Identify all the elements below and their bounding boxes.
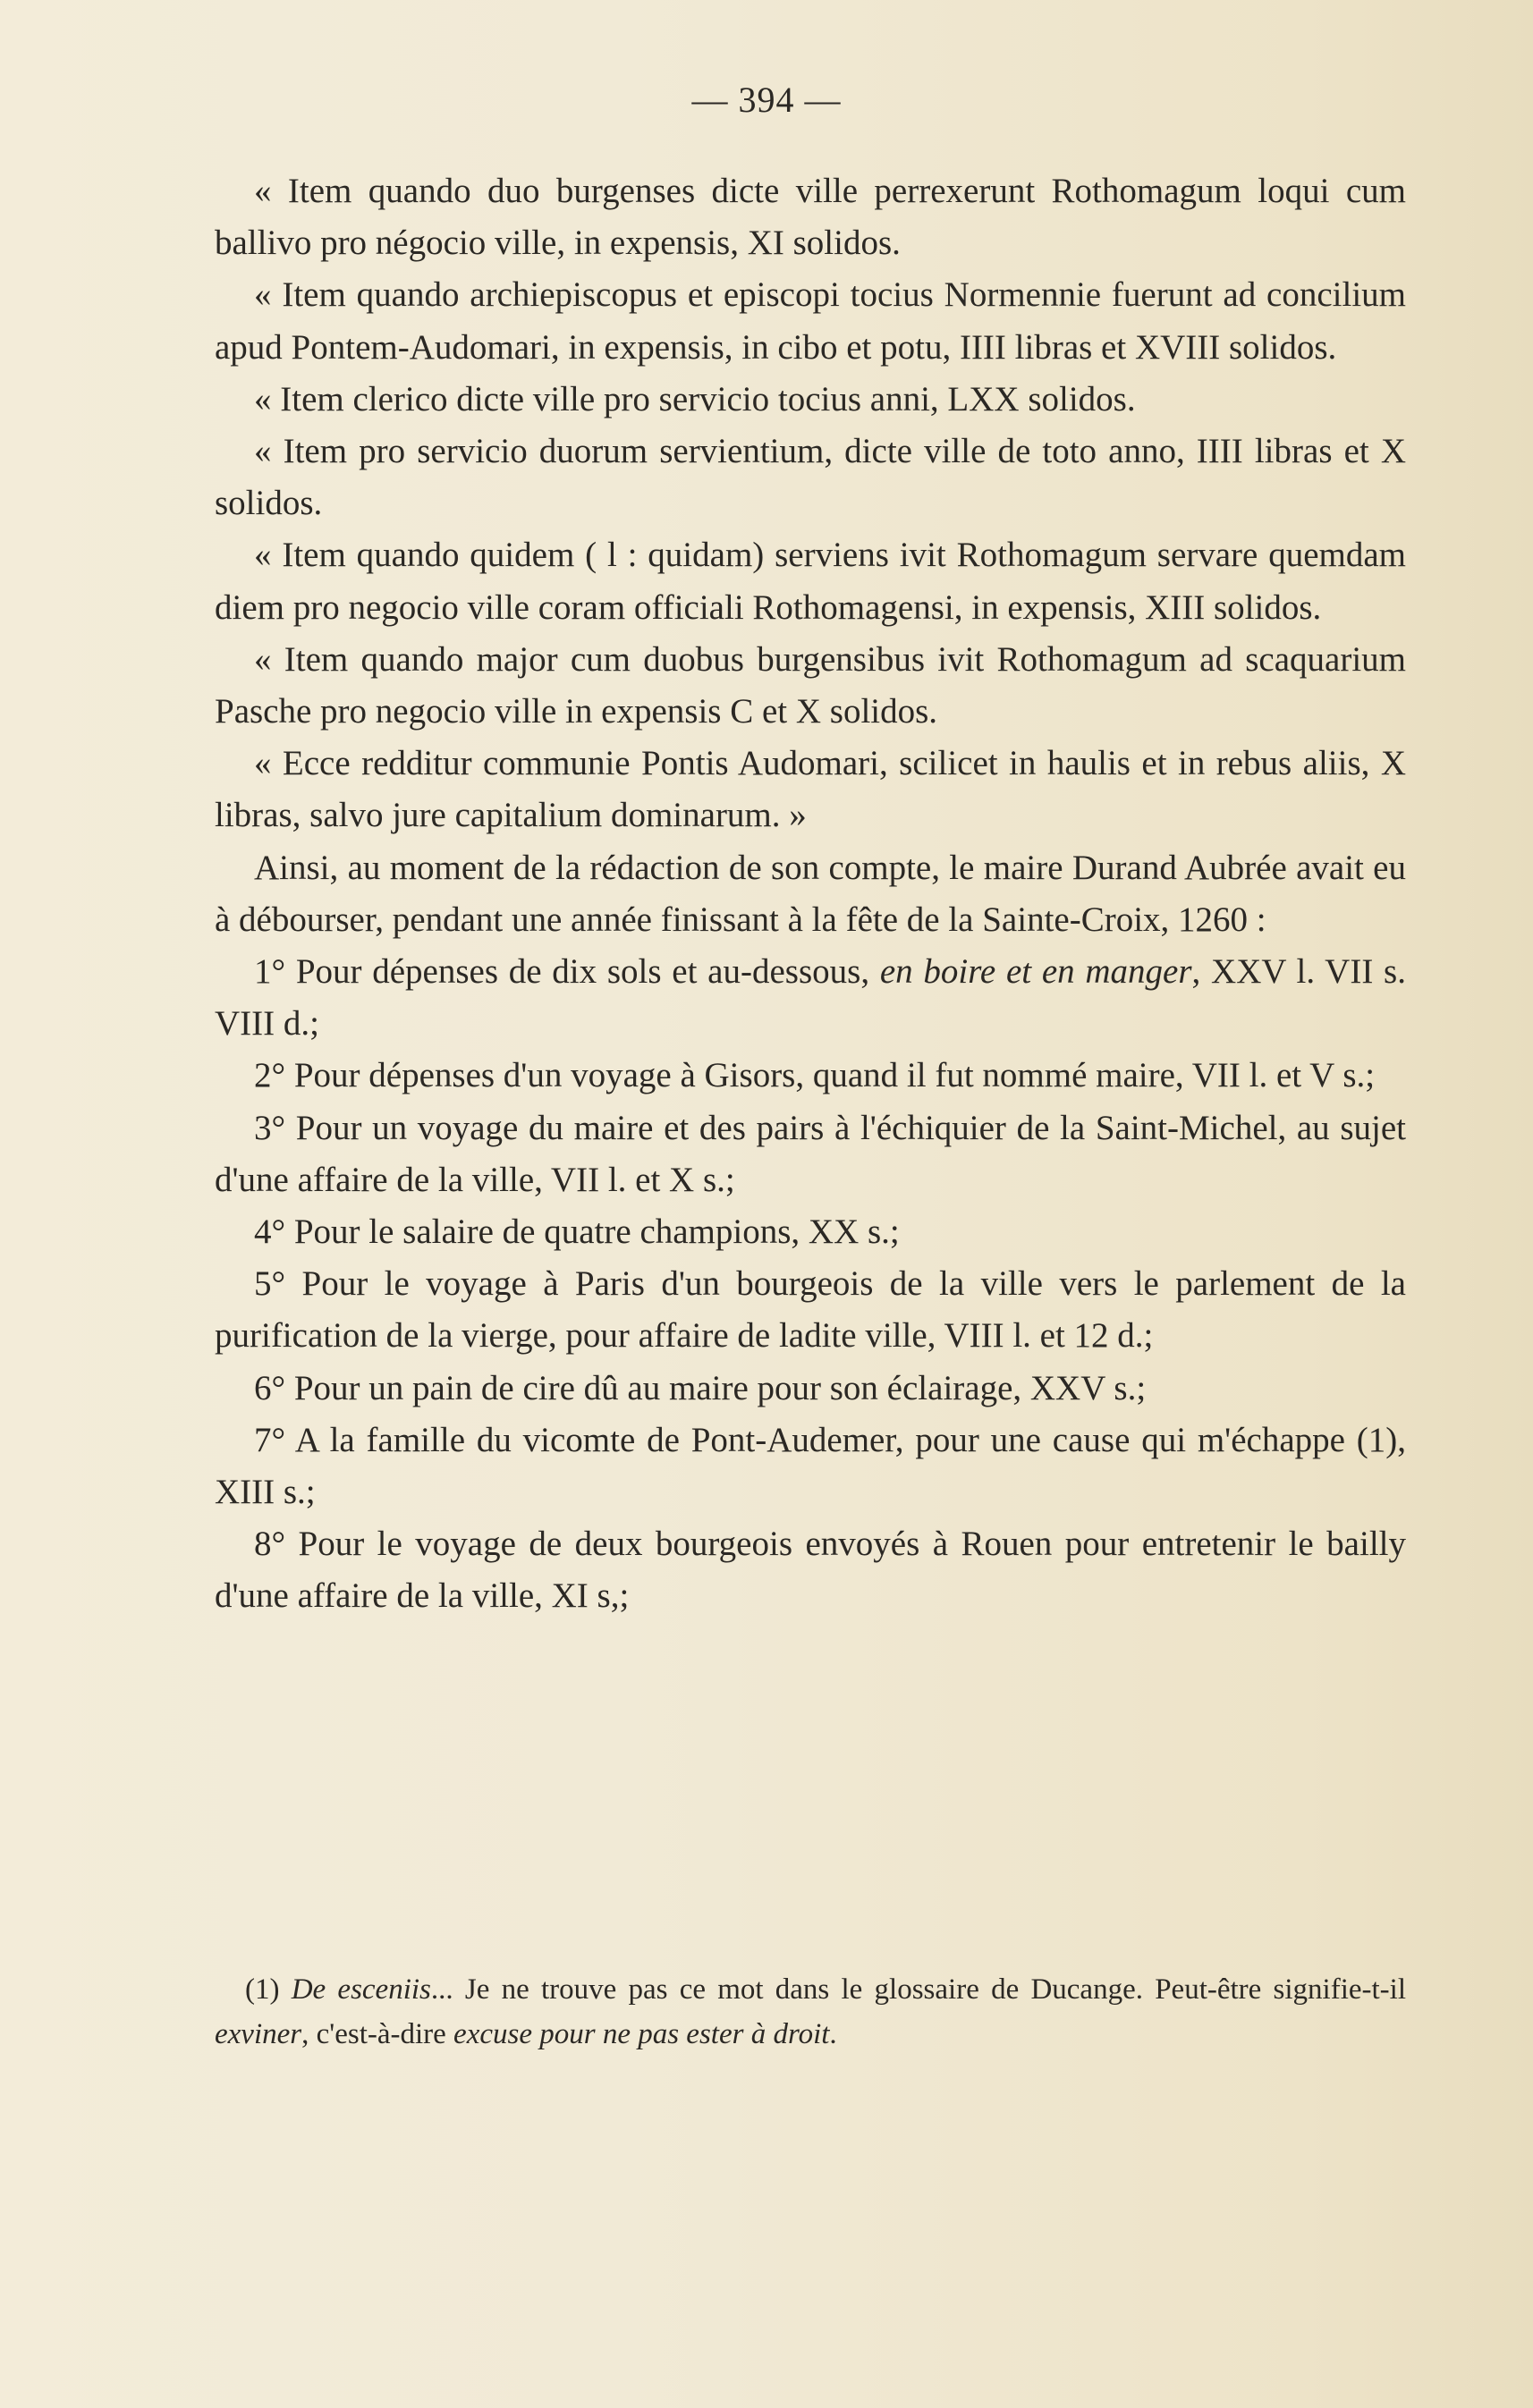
list-item: 7° A la famille du vicomte de Pont-Audemer, pour une cause qui m'échappe (1), XIII s.;: [215, 1420, 1406, 1512]
list-item: 2° Pour dépenses d'un voyage à Gisors, quand il fut nommé maire, VII l. et V s.;: [254, 1056, 1376, 1095]
footnote-marker: (1): [245, 1973, 292, 2006]
footnote-span: .: [829, 2018, 837, 2050]
footnote: [215, 1967, 1406, 2057]
italic-phrase: en boire et en manger: [879, 952, 1192, 992]
page-number: — 394 —: [691, 80, 842, 120]
paragraph: « Item quando duo burgenses dicte ville perrexerunt Rothomagum loqui cum ballivo pro négocio ville, in expensis, XI solidos.: [215, 172, 1406, 263]
paragraph: « Item quando quidem ( l : quidam) serviens ivit Rothomagum servare quemdam diem pro negocio ville coram officiali Rothomagensi, in expensis, XIII solidos.: [215, 536, 1406, 627]
italic-phrase: De esceniis: [291, 1973, 431, 2006]
list-item: 8° Pour le voyage de deux bourgeois envoyés à Rouen pour entretenir le bailly d'une affaire de la ville, XI s,;: [215, 1525, 1406, 1616]
paragraph: « Item quando major cum duobus burgensibus ivit Rothomagum ad scaquarium Pasche pro negocio ville in expensis C et X solidos.: [215, 639, 1406, 731]
paragraph: « Ecce redditur communie Pontis Audomari, scilicet in haulis et in rebus aliis, X libras, salvo jure capitalium dominarum. »: [215, 744, 1406, 835]
body-text: [215, 165, 1406, 1623]
item-text: , XXV l. VII s. VIII d.;: [215, 952, 1406, 1043]
paragraph: « Item clerico dicte ville pro servicio tocius anni, LXX solidos.: [254, 379, 1136, 418]
paragraph: « Item pro servicio duorum servientium, dicte ville de toto anno, IIII libras et X solidos.: [215, 432, 1406, 523]
footnote-text: [215, 1967, 1406, 2057]
item-text: 1° Pour dépenses de dix sols et au-dessous,: [254, 952, 880, 992]
footnote-span: , c'est-à-dire: [301, 2018, 454, 2050]
italic-phrase: exviner: [215, 2018, 302, 2050]
list-item: 4° Pour le salaire de quatre champions, XX s.;: [254, 1212, 900, 1252]
footnote-span: ... Je ne trouve pas ce mot dans le glossaire de Ducange. Peut-être signifie-t-il: [430, 1973, 1406, 2006]
paragraph: Ainsi, au moment de la rédaction de son compte, le maire Durand Aubrée avait eu à débourser, pendant une année finissant à la fête de la Sainte-Croix, 1260 :: [215, 848, 1406, 939]
italic-phrase: excuse pour ne pas ester à droit: [453, 2018, 830, 2050]
list-item: 3° Pour un voyage du maire et des pairs à l'échiquier de la Saint-Michel, au sujet d'une affaire de la ville, VII l. et X s.;: [215, 1108, 1406, 1199]
list-item: 5° Pour le voyage à Paris d'un bourgeois de la ville vers le parlement de la purification de la vierge, pour affaire de ladite ville, VIII l. et 12 d.;: [215, 1264, 1406, 1356]
list-item: 6° Pour un pain de cire dû au maire pour son éclairage, XXV s.;: [254, 1368, 1147, 1407]
paragraph: « Item quando archiepiscopus et episcopi tocius Normennie fuerunt ad concilium apud Pontem-Audomari, in expensis, in cibo et potu, IIII libras et XVIII solidos.: [215, 275, 1406, 367]
list-item: [215, 946, 1406, 1050]
